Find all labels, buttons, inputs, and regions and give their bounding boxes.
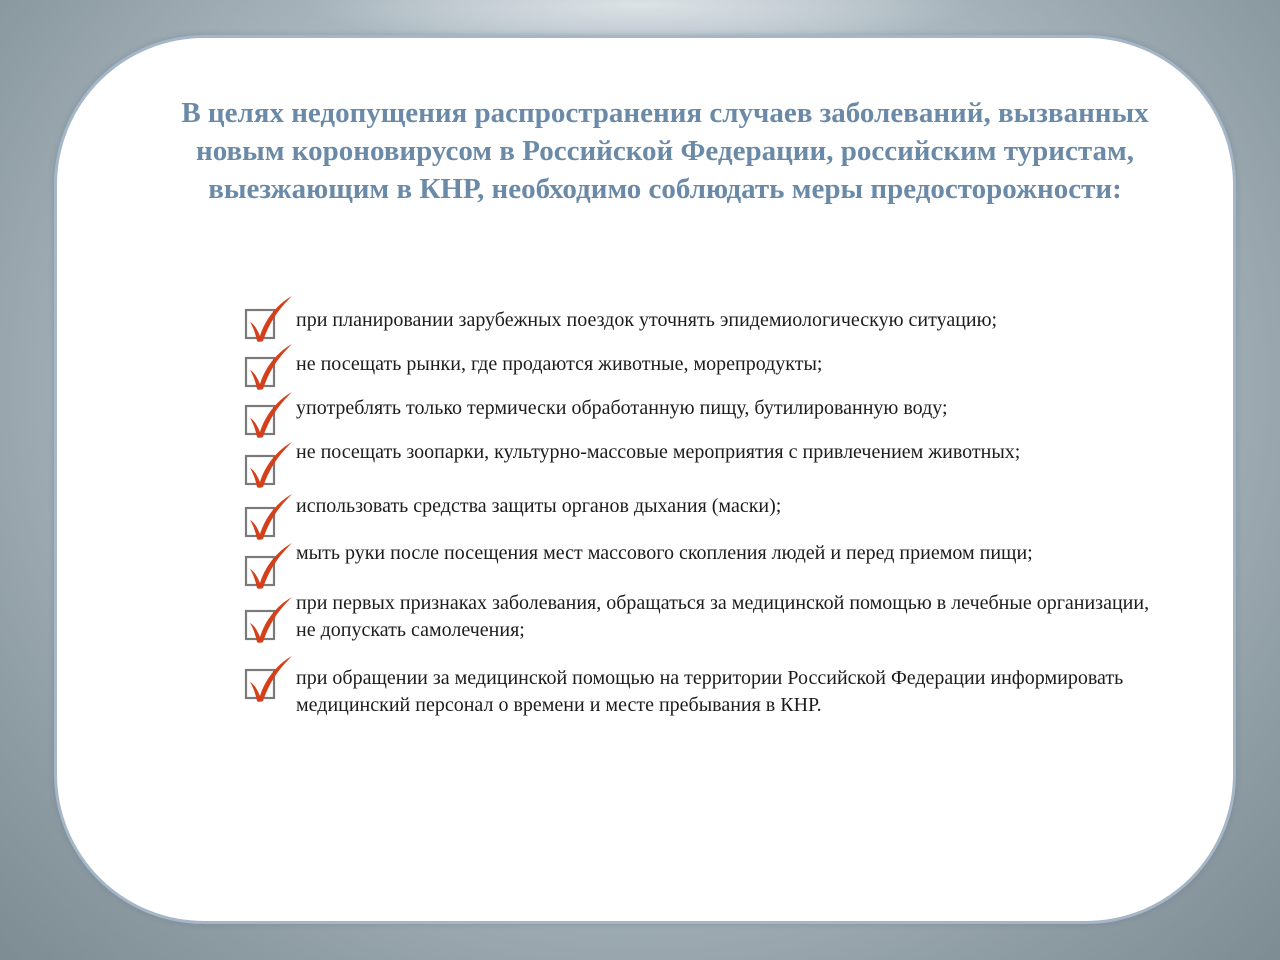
checkmark-icon bbox=[242, 442, 296, 492]
list-item-text: не посещать зоопарки, культурно-массовые мероприятия с привлечением животных; bbox=[296, 441, 1021, 463]
checkmark-icon bbox=[242, 494, 296, 544]
list-item-text: использовать средства защиты органов дыхания (маски); bbox=[296, 495, 782, 517]
checkmark-icon bbox=[242, 392, 296, 442]
checkmark-icon bbox=[242, 543, 296, 593]
list-item-text: при обращении за медицинской помощью на территории Российской Федерации информировать медицинский персонал о времени и месте пребывания в КНР. bbox=[296, 667, 1124, 716]
checkmark-icon bbox=[242, 656, 296, 706]
list-item-text: при первых признаках заболевания, обращаться за медицинской помощью в лечебные организации, не допускать самолечения; bbox=[296, 592, 1150, 641]
list-item-text: употреблять только термически обработанную пищу, бутилированную воду; bbox=[296, 397, 948, 419]
list-item-text: мыть руки после посещения мест массового скопления людей и перед приемом пищи; bbox=[296, 542, 1033, 564]
list-item-text: не посещать рынки, где продаются животные, морепродукты; bbox=[296, 353, 823, 375]
list-item-text: при планировании зарубежных поездок уточнять эпидемиологическую ситуацию; bbox=[296, 309, 998, 331]
checkmark-icon bbox=[242, 296, 296, 346]
checkmark-icon bbox=[242, 597, 296, 647]
checkmark-icon bbox=[242, 344, 296, 394]
slide-title: В целях недопущения распространения случаев заболеваний, вызванных новым короновирусом в Российской Федерации, российским туристам, выезжающим в КНР, необходимо соблюдать меры предосторожности: bbox=[181, 97, 1149, 205]
